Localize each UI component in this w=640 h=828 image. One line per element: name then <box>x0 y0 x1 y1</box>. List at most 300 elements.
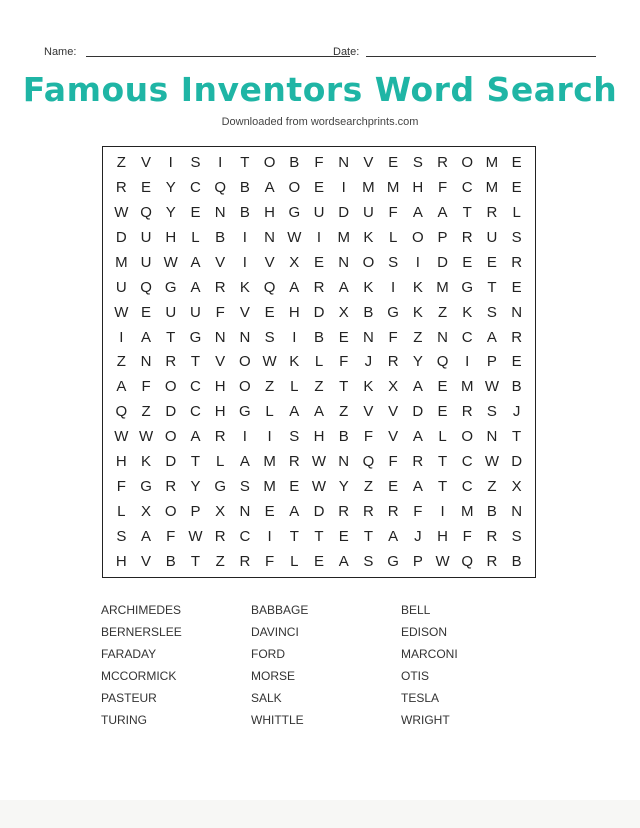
grid-letter[interactable]: I <box>440 503 445 521</box>
grid-letter[interactable]: T <box>437 453 448 471</box>
grid-letter[interactable]: E <box>437 403 448 421</box>
grid-letter[interactable]: N <box>437 328 448 346</box>
grid-letter[interactable]: I <box>267 528 272 546</box>
grid-letter[interactable]: K <box>239 278 250 296</box>
grid-letter[interactable]: W <box>311 453 327 471</box>
grid-letter[interactable]: R <box>486 528 498 546</box>
grid-letter[interactable]: I <box>119 328 124 346</box>
grid-letter[interactable]: R <box>214 428 226 446</box>
grid-letter[interactable]: A <box>289 278 300 296</box>
letter-grid[interactable] <box>102 146 536 578</box>
grid-letter[interactable]: O <box>164 378 177 396</box>
grid-letter[interactable]: Q <box>436 353 449 371</box>
grid-letter[interactable]: W <box>138 428 154 446</box>
grid-letter[interactable]: F <box>215 303 225 321</box>
grid-letter[interactable]: K <box>289 353 300 371</box>
grid-letter[interactable]: Q <box>140 203 152 221</box>
grid-letter[interactable]: U <box>362 203 374 221</box>
grid-letter[interactable]: H <box>214 403 226 421</box>
grid-letter[interactable]: T <box>512 428 522 446</box>
grid-letter[interactable]: K <box>363 228 374 246</box>
grid-letter[interactable]: S <box>486 303 497 321</box>
grid-letter[interactable]: E <box>338 528 349 546</box>
grid-letter[interactable]: M <box>436 278 449 296</box>
grid-letter[interactable]: S <box>116 528 127 546</box>
grid-letter[interactable]: C <box>239 528 251 546</box>
grid-letter[interactable]: G <box>387 553 399 571</box>
grid-letter[interactable]: L <box>290 553 299 571</box>
grid-letter[interactable]: U <box>140 228 152 246</box>
grid-letter[interactable]: G <box>387 303 399 321</box>
grid-letter[interactable]: L <box>117 503 126 521</box>
grid-letter[interactable]: D <box>313 503 325 521</box>
grid-letter[interactable]: F <box>388 328 398 346</box>
grid-letter[interactable]: R <box>511 328 523 346</box>
grid-letter[interactable]: G <box>189 328 202 346</box>
grid-letter[interactable]: F <box>413 503 423 521</box>
grid-letter[interactable]: R <box>511 253 523 271</box>
grid-letter[interactable]: C <box>190 178 201 196</box>
grid-letter[interactable]: L <box>512 203 521 221</box>
grid-letter[interactable]: A <box>338 553 349 571</box>
grid-letter[interactable]: F <box>388 453 398 471</box>
grid-letter[interactable]: V <box>141 153 152 171</box>
grid-letter[interactable]: P <box>412 553 423 571</box>
grid-letter[interactable]: K <box>412 303 423 321</box>
grid-letter[interactable]: H <box>264 203 275 221</box>
grid-letter[interactable]: R <box>387 353 399 371</box>
grid-letter[interactable]: C <box>461 178 473 196</box>
grid-letter[interactable]: E <box>313 178 324 196</box>
grid-letter[interactable]: T <box>289 528 299 546</box>
grid-letter[interactable]: V <box>215 353 226 371</box>
grid-letter[interactable]: S <box>363 553 374 571</box>
grid-letter[interactable]: R <box>412 453 424 471</box>
grid-letter[interactable]: Q <box>214 178 226 196</box>
grid-letter[interactable]: I <box>242 253 247 271</box>
grid-letter[interactable]: V <box>388 403 399 421</box>
grid-letter[interactable]: I <box>316 228 322 246</box>
grid-letter[interactable]: V <box>363 403 374 421</box>
grid-letter[interactable]: C <box>190 403 201 421</box>
grid-letter[interactable]: S <box>486 403 497 421</box>
grid-letter[interactable]: N <box>239 328 251 346</box>
grid-letter[interactable]: E <box>289 478 300 496</box>
grid-letter[interactable]: Z <box>413 328 423 346</box>
grid-letter[interactable]: A <box>313 403 324 421</box>
grid-letter[interactable]: J <box>512 403 521 421</box>
grid-letter[interactable]: R <box>362 503 374 521</box>
grid-letter[interactable]: N <box>338 153 350 171</box>
grid-letter[interactable]: K <box>363 378 374 396</box>
grid-letter[interactable]: E <box>511 178 522 196</box>
grid-letter[interactable]: B <box>511 378 522 396</box>
grid-letter[interactable]: W <box>163 253 178 271</box>
grid-letter[interactable]: R <box>214 528 226 546</box>
grid-letter[interactable]: T <box>487 278 497 296</box>
grid-letter[interactable]: F <box>339 353 349 371</box>
grid-letter[interactable]: Q <box>115 403 128 421</box>
grid-letter[interactable]: Z <box>116 353 126 371</box>
grid-letter[interactable]: T <box>190 553 201 571</box>
grid-letter[interactable]: N <box>214 328 226 346</box>
grid-letter[interactable]: R <box>486 203 498 221</box>
grid-letter[interactable]: U <box>115 278 127 296</box>
grid-letter[interactable]: V <box>239 303 250 321</box>
grid-letter[interactable]: M <box>460 378 474 396</box>
grid-letter[interactable]: O <box>239 378 251 396</box>
grid-letter[interactable]: W <box>287 228 302 246</box>
grid-letter[interactable]: V <box>264 253 275 271</box>
grid-letter[interactable]: O <box>164 428 177 446</box>
grid-letter[interactable]: F <box>314 153 324 171</box>
grid-letter[interactable]: W <box>484 378 500 396</box>
grid-letter[interactable]: O <box>411 228 424 246</box>
word-list-item: BABBAGE <box>251 603 309 617</box>
grid-letter[interactable]: G <box>164 278 177 296</box>
grid-letter[interactable]: I <box>168 153 173 171</box>
grid-letter[interactable]: V <box>141 553 152 571</box>
grid-letter[interactable]: H <box>412 178 424 196</box>
grid-letter[interactable]: E <box>511 153 522 171</box>
grid-letter[interactable]: N <box>486 428 498 446</box>
grid-letter[interactable]: R <box>338 503 350 521</box>
grid-letter[interactable]: D <box>165 403 177 421</box>
grid-letter[interactable]: N <box>338 453 350 471</box>
grid-letter[interactable]: E <box>338 328 349 346</box>
grid-letter[interactable]: X <box>511 478 522 496</box>
grid-letter[interactable]: A <box>412 428 423 446</box>
grid-letter[interactable]: Z <box>141 403 151 421</box>
grid-letter[interactable]: R <box>165 353 177 371</box>
grid-letter[interactable]: A <box>388 528 399 546</box>
grid-letter[interactable]: I <box>391 278 396 296</box>
word-list-item: FARADAY <box>101 647 157 661</box>
grid-letter[interactable]: S <box>264 328 275 346</box>
grid-letter[interactable]: F <box>116 478 126 496</box>
grid-letter[interactable]: D <box>437 253 448 271</box>
grid-letter[interactable]: F <box>363 428 373 446</box>
grid-letter[interactable]: N <box>239 503 251 521</box>
grid-letter[interactable]: Z <box>215 553 225 571</box>
grid-letter[interactable]: H <box>288 303 300 321</box>
grid-letter[interactable]: E <box>388 478 399 496</box>
grid-letter[interactable]: M <box>485 153 499 171</box>
grid-letter[interactable]: S <box>388 253 399 271</box>
word-list-item: DAVINCI <box>251 625 299 639</box>
grid-letter[interactable]: Z <box>339 403 349 421</box>
grid-letter[interactable]: E <box>486 253 497 271</box>
name-label: Name: <box>44 46 77 58</box>
grid-letter[interactable]: O <box>461 153 474 171</box>
grid-letter[interactable]: K <box>412 278 423 296</box>
grid-letter[interactable]: T <box>166 328 176 346</box>
grid-letter[interactable]: A <box>412 478 423 496</box>
grid-letter[interactable]: S <box>239 478 250 496</box>
grid-letter[interactable]: G <box>461 278 474 296</box>
grid-letter[interactable]: V <box>363 153 374 171</box>
grid-letter[interactable]: E <box>437 378 448 396</box>
grid-letter[interactable]: E <box>190 203 201 221</box>
grid-letter[interactable]: R <box>461 228 473 246</box>
grid-letter[interactable]: A <box>116 378 127 396</box>
grid-letter[interactable]: S <box>511 528 522 546</box>
grid-letter[interactable]: R <box>165 478 177 496</box>
grid-letter[interactable]: I <box>242 228 247 246</box>
grid-letter[interactable]: M <box>485 178 499 196</box>
grid-letter[interactable]: E <box>313 553 324 571</box>
grid-letter[interactable]: L <box>265 403 274 421</box>
grid-letter[interactable]: P <box>437 228 448 246</box>
grid-letter[interactable]: R <box>461 403 473 421</box>
grid-letter[interactable]: I <box>267 428 272 446</box>
grid-letter[interactable]: X <box>289 253 300 271</box>
grid-letter[interactable]: A <box>486 328 497 346</box>
grid-letter[interactable]: L <box>191 228 200 246</box>
grid-letter[interactable]: F <box>462 528 472 546</box>
grid-letter[interactable]: O <box>461 428 474 446</box>
grid-letter[interactable]: A <box>289 503 300 521</box>
grid-letter[interactable]: F <box>166 528 176 546</box>
grid-letter[interactable]: B <box>215 228 226 246</box>
grid-letter[interactable]: Z <box>314 378 324 396</box>
grid-letter[interactable]: N <box>511 303 523 321</box>
grid-letter[interactable]: U <box>140 253 152 271</box>
grid-letter[interactable]: D <box>338 203 350 221</box>
grid-letter[interactable]: Z <box>116 153 126 171</box>
grid-letter[interactable]: M <box>115 253 128 271</box>
grid-letter[interactable]: B <box>313 328 324 346</box>
grid-letter[interactable]: B <box>486 503 497 521</box>
grid-letter[interactable]: M <box>386 178 400 196</box>
grid-letter[interactable]: K <box>363 278 374 296</box>
grid-letter[interactable]: B <box>511 553 522 571</box>
grid-letter[interactable]: I <box>341 178 346 196</box>
grid-letter[interactable]: A <box>190 253 201 271</box>
grid-letter[interactable]: N <box>362 328 374 346</box>
grid-letter[interactable]: D <box>412 403 424 421</box>
grid-letter[interactable]: R <box>239 553 251 571</box>
grid-letter[interactable]: X <box>338 303 349 321</box>
grid-letter[interactable]: B <box>289 153 300 171</box>
grid-letter[interactable]: I <box>465 353 470 371</box>
grid-letter[interactable]: U <box>190 303 201 321</box>
grid-letter[interactable]: M <box>362 178 375 196</box>
grid-letter[interactable]: Z <box>487 478 497 496</box>
grid-letter[interactable]: U <box>313 203 325 221</box>
grid-letter[interactable]: O <box>362 253 375 271</box>
grid-letter[interactable]: W <box>188 528 203 546</box>
grid-letter[interactable]: D <box>115 228 127 246</box>
grid-letter[interactable]: A <box>338 278 349 296</box>
grid-letter[interactable]: R <box>387 503 399 521</box>
grid-letter[interactable]: O <box>239 353 251 371</box>
grid-letter[interactable]: T <box>314 528 324 546</box>
grid-letter[interactable]: G <box>288 203 301 221</box>
grid-letter[interactable]: T <box>462 203 472 221</box>
grid-letter[interactable]: D <box>165 453 177 471</box>
grid-letter[interactable]: M <box>460 503 474 521</box>
grid-letter[interactable]: A <box>141 328 152 346</box>
grid-letter[interactable]: W <box>114 203 129 221</box>
grid-letter[interactable]: F <box>388 203 398 221</box>
grid-letter[interactable]: H <box>165 228 177 246</box>
word-list-item: FORD <box>251 647 285 661</box>
grid-letter[interactable]: A <box>264 178 275 196</box>
grid-letter[interactable]: U <box>486 228 498 246</box>
grid-letter[interactable]: A <box>190 428 201 446</box>
grid-letter[interactable]: Z <box>265 378 275 396</box>
grid-letter[interactable]: X <box>141 503 152 521</box>
grid-letter[interactable]: W <box>311 478 327 496</box>
grid-letter[interactable]: N <box>338 253 350 271</box>
grid-letter[interactable]: N <box>264 228 275 246</box>
grid-letter[interactable]: F <box>437 178 448 196</box>
grid-letter[interactable]: Y <box>190 478 201 496</box>
grid-letter[interactable]: U <box>165 303 177 321</box>
grid-letter[interactable]: T <box>437 478 448 496</box>
grid-letter[interactable]: N <box>140 353 152 371</box>
grid-letter[interactable]: D <box>313 303 325 321</box>
grid-letter[interactable]: E <box>313 253 324 271</box>
grid-letter[interactable]: I <box>218 153 223 171</box>
grid-letter[interactable]: B <box>165 553 176 571</box>
grid-letter[interactable]: S <box>289 428 300 446</box>
grid-letter[interactable]: R <box>214 278 226 296</box>
grid-letter[interactable]: E <box>462 253 473 271</box>
grid-letter[interactable]: A <box>412 203 423 221</box>
grid-letter[interactable]: E <box>264 303 275 321</box>
name-field[interactable] <box>86 56 350 57</box>
grid-letter[interactable]: W <box>262 353 277 371</box>
grid-letter[interactable]: B <box>363 303 374 321</box>
grid-letter[interactable]: F <box>265 553 275 571</box>
grid-letter[interactable]: Y <box>165 203 176 221</box>
grid-letter[interactable]: Y <box>338 478 349 496</box>
grid-letter[interactable]: C <box>461 453 473 471</box>
grid-letter[interactable]: Q <box>362 453 375 471</box>
grid-letter[interactable]: Y <box>165 178 176 196</box>
grid-letter[interactable]: Q <box>140 278 152 296</box>
grid-letter[interactable]: W <box>435 553 450 571</box>
grid-letter[interactable]: R <box>313 278 325 296</box>
grid-letter[interactable]: T <box>190 453 201 471</box>
grid-letter[interactable]: Z <box>363 478 373 496</box>
grid-letter[interactable]: E <box>511 278 522 296</box>
grid-letter[interactable]: E <box>141 178 152 196</box>
date-field[interactable] <box>366 56 596 57</box>
grid-letter[interactable]: T <box>240 153 250 171</box>
grid-letter[interactable]: D <box>511 453 523 471</box>
grid-letter[interactable]: R <box>115 178 127 196</box>
grid-letter[interactable]: H <box>437 528 448 546</box>
grid-letter[interactable]: S <box>412 153 423 171</box>
grid-letter[interactable]: T <box>363 528 373 546</box>
grid-letter[interactable]: J <box>364 353 373 371</box>
grid-letter[interactable]: J <box>414 528 422 546</box>
grid-letter[interactable]: H <box>313 428 325 446</box>
grid-letter[interactable]: A <box>190 278 201 296</box>
grid-letter[interactable]: G <box>214 478 226 496</box>
word-list-item: WHITTLE <box>251 713 304 727</box>
grid-letter[interactable]: V <box>215 253 226 271</box>
grid-letter[interactable]: S <box>511 228 522 246</box>
grid-letter[interactable]: W <box>114 428 129 446</box>
grid-letter[interactable]: O <box>288 178 301 196</box>
grid-letter[interactable]: A <box>289 403 300 421</box>
grid-letter[interactable]: B <box>239 203 250 221</box>
grid-letter[interactable]: M <box>263 478 276 496</box>
grid-letter[interactable]: R <box>486 553 498 571</box>
grid-letter[interactable]: N <box>511 503 523 521</box>
grid-letter[interactable]: A <box>141 528 152 546</box>
grid-letter[interactable]: A <box>412 378 423 396</box>
grid-letter[interactable]: Q <box>461 553 474 571</box>
grid-letter[interactable]: W <box>484 453 500 471</box>
grid-letter[interactable]: P <box>190 503 201 521</box>
grid-letter[interactable]: K <box>462 303 473 321</box>
grid-letter[interactable]: M <box>263 453 276 471</box>
grid-letter[interactable]: F <box>141 378 151 396</box>
grid-letter[interactable]: A <box>239 453 250 471</box>
grid-letter[interactable]: B <box>239 178 250 196</box>
grid-letter[interactable]: A <box>437 203 448 221</box>
grid-letter[interactable]: L <box>314 353 324 371</box>
grid-letter[interactable]: C <box>190 378 201 396</box>
grid-letter[interactable]: H <box>115 453 127 471</box>
grid-letter[interactable]: P <box>486 353 497 371</box>
grid-letter[interactable]: S <box>190 153 201 171</box>
grid-letter[interactable]: G <box>239 403 251 421</box>
grid-letter[interactable]: E <box>264 503 275 521</box>
grid-letter[interactable]: G <box>140 478 152 496</box>
grid-letter[interactable]: Z <box>437 303 448 321</box>
grid-letter[interactable]: E <box>141 303 152 321</box>
grid-letter[interactable]: O <box>164 503 177 521</box>
grid-letter[interactable]: L <box>215 453 225 471</box>
grid-letter[interactable]: C <box>461 328 473 346</box>
grid-letter[interactable]: V <box>388 428 399 446</box>
grid-letter[interactable]: M <box>337 228 350 246</box>
grid-letter[interactable]: X <box>215 503 226 521</box>
grid-letter[interactable]: H <box>115 553 127 571</box>
grid-letter[interactable]: C <box>461 478 473 496</box>
grid-letter[interactable]: E <box>511 353 522 371</box>
grid-letter[interactable]: R <box>437 153 448 171</box>
grid-letter[interactable]: X <box>388 378 399 396</box>
grid-letter[interactable]: L <box>438 428 447 446</box>
grid-letter[interactable]: N <box>214 203 226 221</box>
grid-letter[interactable]: O <box>263 153 276 171</box>
grid-letter[interactable]: H <box>214 378 226 396</box>
grid-letter[interactable]: Y <box>412 353 423 371</box>
word-list-item: BERNERSLEE <box>101 625 182 639</box>
grid-letter[interactable]: R <box>288 453 300 471</box>
grid-letter[interactable]: W <box>114 303 129 321</box>
grid-letter[interactable]: B <box>338 428 349 446</box>
grid-letter[interactable]: K <box>141 453 152 471</box>
grid-letter[interactable]: I <box>415 253 420 271</box>
grid-letter[interactable]: T <box>339 378 349 396</box>
grid-letter[interactable]: E <box>388 153 399 171</box>
grid-letter[interactable]: T <box>190 353 201 371</box>
grid-letter[interactable]: I <box>292 328 297 346</box>
grid-letter[interactable]: L <box>290 378 299 396</box>
word-list-item: WRIGHT <box>401 713 450 727</box>
grid-letter[interactable]: I <box>242 428 247 446</box>
grid-letter[interactable]: L <box>388 228 398 246</box>
grid-letter[interactable]: Q <box>263 278 276 296</box>
